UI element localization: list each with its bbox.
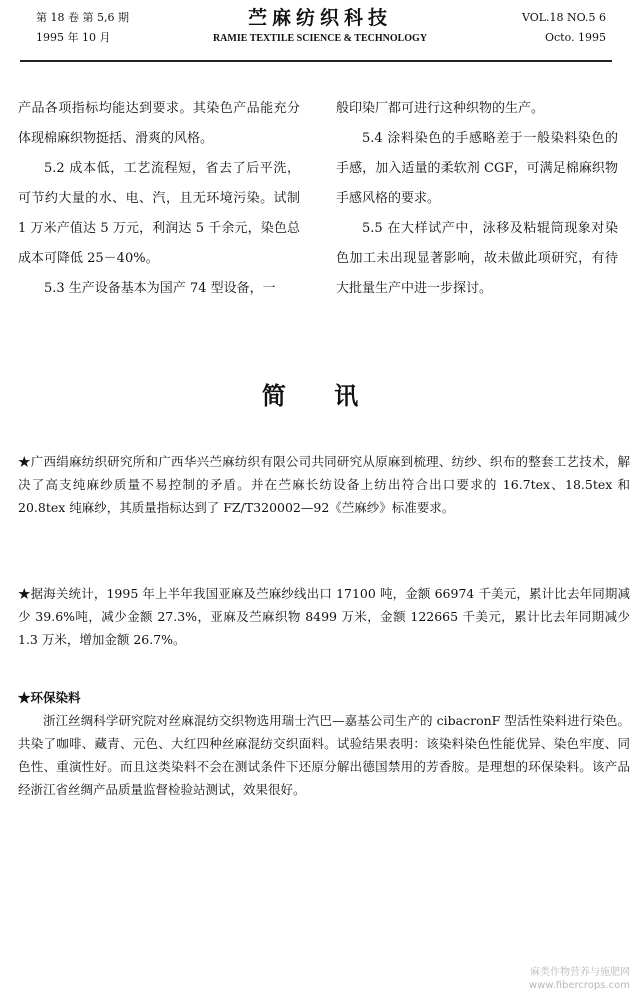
- watermark-line: 麻类作物营养与施肥网: [530, 967, 630, 978]
- header-volume-block: [36, 8, 129, 48]
- section-title: 简 讯: [261, 382, 379, 410]
- watermark-line: www.fibercrops.com: [528, 980, 630, 991]
- volume-issue: 第 18 卷 第 5,6 期: [36, 11, 129, 24]
- journal-title-cn: 苎麻纺织科技: [247, 7, 392, 29]
- news-text: ★据海关统计，1995 年上半年我国亚麻及苎麻纱线出口 17100 吨，金额 66974 千美元，累计比去年同期减少 39.6%吨，减少金额 27.3%，亚麻及苎麻织物 8499 万米，金额 122665 千美元，累计比去年同期减少 1.3 万米，增加金额 26.7%。: [18, 586, 630, 647]
- journal-title-en: RAMIE TEXTILE SCIENCE & TECHNOLOGY: [212, 33, 428, 44]
- article-paragraph: 产品各项指标均能达到要求。其染色产品能充分体现棉麻织物挺括、滑爽的风格。: [18, 101, 300, 146]
- news-text: 浙江丝绸科学研究院对丝麻混纺交织物选用瑞士汽巴—嘉基公司生产的 cibacronF 型活性染料进行染色。共染了咖啡、藏青、元色、大红四种丝麻混纺交织面料。试验结果表明：该染料染色性能优异、染色牢度、同色性、重演性好。而且这类染料不会在测试条件下还原分解出德国禁用的芳香胺。是理想的环保染料。该产品经浙江省丝绸产品质量监督检验站测试，效果很好。: [18, 713, 630, 797]
- watermark: [529, 966, 630, 992]
- news-text: ★广西绢麻纺织研究所和广西华兴苎麻纺织有限公司共同研究从原麻到梳理、纺纱、织布的整套工艺技术，解决了高支纯麻纱质量不易控制的矛盾。并在苎麻长纺设备上纺出符合出口要求的 16.7tex、18.5tex 和 20.8tex 纯麻纱，其质量指标达到了 FZ/T320002—92《苎麻纱》标准要求。: [18, 454, 630, 515]
- news-item: [18, 450, 630, 519]
- news-heading: ★环保染料: [18, 690, 81, 705]
- news-item: [18, 582, 630, 651]
- article-paragraph: 5.3 生产设备基本为国产 74 型设备，一: [44, 281, 276, 296]
- article-paragraph: 般印染厂都可进行这种织物的生产。: [336, 101, 545, 116]
- volume-en: VOL.18 NO.5 6: [521, 11, 606, 24]
- article-left-column: [18, 94, 300, 304]
- news-item: [18, 686, 630, 801]
- article-right-column: [336, 94, 618, 304]
- header-rule: [20, 60, 612, 62]
- journal-title-block: [200, 4, 440, 46]
- article-paragraph: 5.4 涂料染色的手感略差于一般染料染色的手感，加入适量的柔软剂 CGF，可满足棉麻织物手感风格的要求。: [336, 131, 618, 206]
- article-paragraph: 5.5 在大样试产中，泳移及粘辊筒现象对染色加工未出现显著影响，故未做此项研究，有待大批量生产中进一步探讨。: [336, 221, 618, 296]
- date-en: Octo. 1995: [544, 31, 606, 44]
- date-cn: 1995 年 10 月: [36, 31, 111, 44]
- article-paragraph: 5.2 成本低，工艺流程短，省去了后平洗，可节约大量的水、电、汽，且无环境污染。试制 1 万米产值达 5 万元，利润达 5 千余元，染色总成本可降低 25－40%。: [18, 161, 300, 266]
- header-volume-en-block: [522, 8, 606, 48]
